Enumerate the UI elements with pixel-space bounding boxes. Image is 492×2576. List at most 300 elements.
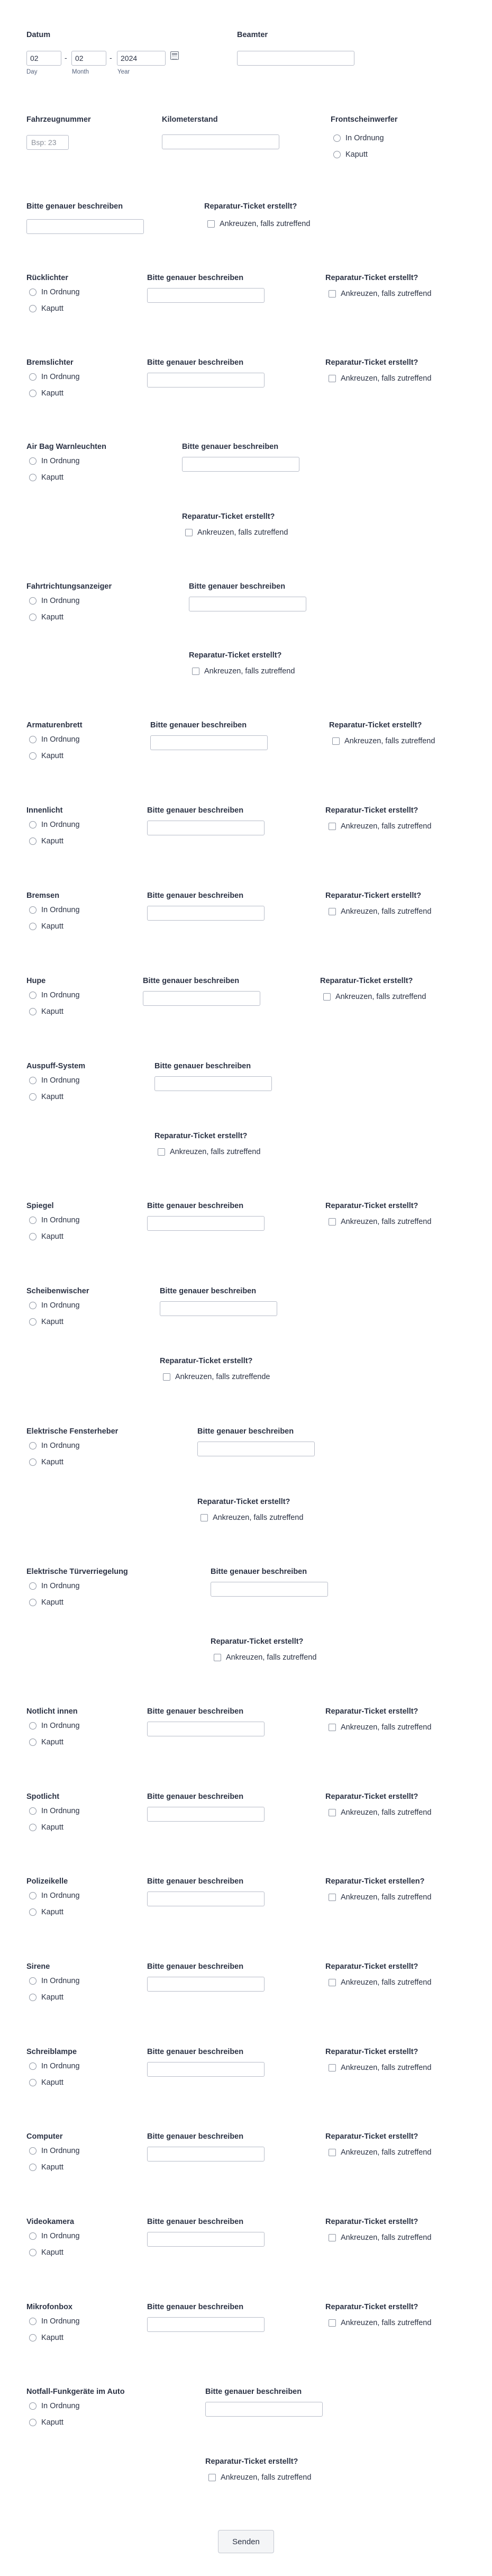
option-label: Kaputt: [41, 1232, 63, 1241]
air-bag-warnleuchten-ticket-label: Reparatur-Ticket erstellt?: [182, 512, 275, 521]
option-label: In Ordnung: [41, 991, 80, 999]
radio-button[interactable]: [29, 305, 37, 312]
vehicle-number-label: Fahrzeugnummer: [26, 115, 91, 124]
radio-button[interactable]: [29, 992, 37, 999]
innenlicht-ticket-label: Reparatur-Ticket erstellt?: [325, 806, 418, 815]
elektrische-tuerverriegelung-ticket-label: Reparatur-Ticket erstellt?: [211, 1637, 304, 1646]
checkbox-label: Ankreuzen, falls zutreffend: [341, 1218, 432, 1226]
option-label: Kaputt: [41, 2334, 63, 2342]
innenlicht-option-broken[interactable]: [29, 837, 63, 845]
bremsen-desc-label: Bitte genauer beschreiben: [147, 891, 244, 900]
radio-button[interactable]: [29, 1599, 37, 1606]
option-label: Kaputt: [41, 1093, 63, 1101]
elektrische-fensterheber-option-ok[interactable]: [29, 1442, 80, 1450]
calendar-icon[interactable]: [170, 51, 179, 60]
bremslichter-option-ok[interactable]: [29, 373, 80, 381]
option-label: Kaputt: [41, 1458, 63, 1466]
hupe-ticket-label: Reparatur-Ticket erstellt?: [320, 977, 413, 985]
computer-desc-input[interactable]: [147, 2147, 265, 2161]
checkbox-label: Ankreuzen, falls zutreffend: [335, 993, 426, 1001]
checkbox[interactable]: [158, 1148, 165, 1156]
radio-button[interactable]: [29, 1458, 37, 1466]
videokamera-ticket-label: Reparatur-Ticket erstellt?: [325, 2218, 418, 2226]
ruecklichter-label: Rücklichter: [26, 274, 68, 282]
elektrische-fensterheber-option-broken[interactable]: [29, 1458, 63, 1466]
mileage-input[interactable]: [162, 134, 279, 149]
mikrofonbox-ticket-checkbox[interactable]: [329, 2319, 431, 2327]
checkbox[interactable]: [201, 1514, 208, 1521]
bremsen-option-ok[interactable]: [29, 906, 80, 914]
checkbox[interactable]: [163, 1373, 170, 1381]
mileage-label: Kilometerstand: [162, 115, 218, 124]
auspuff-system-ticket-label: Reparatur-Ticket erstellt?: [154, 1132, 248, 1140]
polizeikelle-desc-label: Bitte genauer beschreiben: [147, 1877, 244, 1886]
computer-option-broken[interactable]: [29, 2163, 63, 2172]
spiegel-desc-label: Bitte genauer beschreiben: [147, 1202, 244, 1210]
officer-input[interactable]: [237, 51, 354, 66]
radio-button[interactable]: [29, 1318, 37, 1326]
date-day-sublabel: Day: [26, 69, 38, 75]
auspuff-system-desc-label: Bitte genauer beschreiben: [154, 1062, 251, 1070]
radio-button[interactable]: [29, 1582, 37, 1590]
ruecklichter-desc-label: Bitte genauer beschreiben: [147, 274, 244, 282]
elektrische-tuerverriegelung-desc-label: Bitte genauer beschreiben: [211, 1568, 307, 1576]
sirene-desc-input[interactable]: [147, 1977, 265, 1992]
bremsen-label: Bremsen: [26, 891, 60, 900]
polizeikelle-ticket-checkbox[interactable]: [329, 1893, 431, 1902]
armaturenbrett-option-ok[interactable]: [29, 735, 80, 744]
option-label: In Ordnung: [41, 1442, 80, 1450]
date-month-input[interactable]: [71, 51, 106, 66]
option-label: In Ordnung: [41, 735, 80, 744]
checkbox-label: Ankreuzen, falls zutreffend: [341, 1978, 432, 1987]
notlicht-innen-option-ok[interactable]: [29, 1722, 80, 1730]
radio-button[interactable]: [29, 1233, 37, 1240]
notfall-funkgeraete-im-auto-ticket-checkbox[interactable]: [208, 2473, 311, 2482]
polizeikelle-desc-input[interactable]: [147, 1892, 265, 1906]
radio-button[interactable]: [29, 2402, 37, 2410]
option-label: In Ordnung: [41, 1892, 80, 1900]
armaturenbrett-desc-input[interactable]: [150, 735, 268, 750]
notfall-funkgeraete-im-auto-desc-input[interactable]: [205, 2402, 323, 2417]
radio-button[interactable]: [29, 474, 37, 481]
checkbox[interactable]: [329, 1724, 336, 1731]
fahrtrichtungsanzeiger-desc-input[interactable]: [189, 597, 306, 611]
scheibenwischer-option-broken[interactable]: [29, 1318, 63, 1326]
bremslichter-desc-input[interactable]: [147, 373, 265, 388]
checkbox[interactable]: [192, 668, 199, 675]
option-label: Kaputt: [41, 304, 63, 313]
checkbox[interactable]: [329, 1218, 336, 1226]
checkbox-label: Ankreuzen, falls zutreffende: [175, 1373, 270, 1381]
checkbox[interactable]: [329, 375, 336, 382]
bremslichter-desc-label: Bitte genauer beschreiben: [147, 358, 244, 367]
sirene-option-ok[interactable]: [29, 1977, 80, 1985]
checkbox[interactable]: [329, 2149, 336, 2156]
checkbox[interactable]: [207, 220, 215, 228]
schreiblampe-desc-input[interactable]: [147, 2062, 265, 2077]
radio-button[interactable]: [29, 2147, 37, 2155]
bremslichter-label: Bremslichter: [26, 358, 74, 367]
radio-button[interactable]: [333, 134, 341, 142]
fahrtrichtungsanzeiger-ticket-checkbox[interactable]: [192, 667, 295, 675]
option-label: In Ordnung: [41, 373, 80, 381]
innenlicht-desc-label: Bitte genauer beschreiben: [147, 806, 244, 815]
option-label: In Ordnung: [41, 2147, 80, 2155]
polizeikelle-option-ok[interactable]: [29, 1892, 80, 1900]
date-separator: -: [110, 53, 112, 62]
option-label: In Ordnung: [41, 1582, 80, 1590]
option-label: Kaputt: [41, 1598, 63, 1607]
videokamera-option-ok[interactable]: [29, 2232, 80, 2240]
ruecklichter-ticket-checkbox[interactable]: [329, 290, 431, 298]
spotlicht-ticket-checkbox[interactable]: [329, 1808, 431, 1817]
ruecklichter-option-broken[interactable]: [29, 304, 63, 313]
spiegel-desc-input[interactable]: [147, 1216, 265, 1231]
computer-option-ok[interactable]: [29, 2147, 80, 2155]
radio-button[interactable]: [29, 1824, 37, 1831]
elektrische-fensterheber-desc-label: Bitte genauer beschreiben: [197, 1427, 294, 1436]
headlights-option-ok[interactable]: [333, 134, 384, 142]
computer-desc-label: Bitte genauer beschreiben: [147, 2132, 244, 2141]
vehicle-number-input[interactable]: [26, 135, 69, 150]
schreiblampe-desc-label: Bitte genauer beschreiben: [147, 2048, 244, 2056]
scheibenwischer-ticket-label: Reparatur-Ticket erstellt?: [160, 1357, 253, 1365]
headlights-option-broken[interactable]: [333, 150, 368, 159]
elektrische-fensterheber-ticket-label: Reparatur-Ticket erstellt?: [197, 1498, 290, 1506]
option-label: In Ordnung: [41, 1301, 80, 1310]
radio-button[interactable]: [29, 752, 37, 760]
spotlicht-desc-label: Bitte genauer beschreiben: [147, 1793, 244, 1801]
checkbox[interactable]: [185, 529, 193, 536]
radio-button[interactable]: [29, 2249, 37, 2256]
air-bag-warnleuchten-desc-input[interactable]: [182, 457, 299, 472]
auspuff-system-option-ok[interactable]: [29, 1076, 80, 1085]
notfall-funkgeraete-im-auto-option-ok[interactable]: [29, 2402, 80, 2410]
checkbox-label: Ankreuzen, falls zutreffend: [341, 374, 432, 383]
hupe-label: Hupe: [26, 977, 46, 985]
checkbox-label: Ankreuzen, falls zutreffend: [220, 220, 311, 228]
radio-button[interactable]: [29, 1908, 37, 1916]
videokamera-desc-label: Bitte genauer beschreiben: [147, 2218, 244, 2226]
option-label: Kaputt: [345, 150, 368, 159]
checkbox-label: Ankreuzen, falls zutreffend: [341, 2064, 432, 2072]
option-label: In Ordnung: [41, 288, 80, 296]
elektrische-tuerverriegelung-ticket-checkbox[interactable]: [214, 1653, 316, 1662]
spotlicht-option-ok[interactable]: [29, 1807, 80, 1815]
radio-button[interactable]: [29, 906, 37, 914]
innenlicht-option-ok[interactable]: [29, 821, 80, 829]
radio-button[interactable]: [29, 736, 37, 743]
auspuff-system-ticket-checkbox[interactable]: [158, 1148, 260, 1156]
checkbox[interactable]: [329, 823, 336, 830]
mikrofonbox-option-ok[interactable]: [29, 2317, 80, 2326]
elektrische-tuerverriegelung-option-ok[interactable]: [29, 1582, 80, 1590]
polizeikelle-ticket-label: Reparatur-Ticket erstellen?: [325, 1877, 425, 1886]
spotlicht-option-broken[interactable]: [29, 1823, 63, 1832]
sirene-ticket-label: Reparatur-Ticket erstellt?: [325, 1962, 418, 1971]
armaturenbrett-ticket-checkbox[interactable]: [332, 737, 435, 745]
innenlicht-label: Innenlicht: [26, 806, 63, 815]
air-bag-warnleuchten-ticket-checkbox[interactable]: [185, 528, 288, 537]
date-month-sublabel: Month: [72, 69, 89, 75]
checkbox[interactable]: [329, 1894, 336, 1901]
option-label: Kaputt: [41, 922, 63, 931]
spiegel-option-ok[interactable]: [29, 1216, 80, 1224]
ruecklichter-option-ok[interactable]: [29, 288, 80, 296]
checkbox-label: Ankreuzen, falls zutreffend: [341, 1893, 432, 1902]
radio-button[interactable]: [29, 1302, 37, 1309]
checkbox-label: Ankreuzen, falls zutreffend: [341, 907, 432, 916]
radio-button[interactable]: [29, 597, 37, 605]
hupe-desc-input[interactable]: [143, 991, 260, 1006]
radio-button[interactable]: [29, 1093, 37, 1101]
radio-button[interactable]: [29, 2419, 37, 2426]
notlicht-innen-ticket-label: Reparatur-Ticket erstellt?: [325, 1707, 418, 1716]
option-label: Kaputt: [41, 1738, 63, 1746]
option-label: In Ordnung: [41, 2402, 80, 2410]
notlicht-innen-desc-input[interactable]: [147, 1722, 265, 1736]
radio-button[interactable]: [29, 2062, 37, 2070]
checkbox[interactable]: [329, 2319, 336, 2327]
elektrische-fensterheber-ticket-checkbox[interactable]: [201, 1514, 303, 1522]
notfall-funkgeraete-im-auto-desc-label: Bitte genauer beschreiben: [205, 2388, 302, 2396]
option-label: Kaputt: [41, 1908, 63, 1916]
radio-button[interactable]: [29, 1217, 37, 1224]
option-label: Kaputt: [41, 1823, 63, 1832]
radio-button[interactable]: [29, 2334, 37, 2341]
radio-button[interactable]: [29, 614, 37, 621]
checkbox-label: Ankreuzen, falls zutreffend: [341, 822, 432, 831]
mikrofonbox-desc-label: Bitte genauer beschreiben: [147, 2303, 244, 2311]
radio-button[interactable]: [29, 1442, 37, 1449]
checkbox[interactable]: [329, 1809, 336, 1816]
headlights-ticket-label: Reparatur-Ticket erstellt?: [204, 202, 297, 211]
radio-button[interactable]: [29, 821, 37, 828]
option-label: In Ordnung: [41, 2317, 80, 2326]
schreiblampe-ticket-checkbox[interactable]: [329, 2064, 431, 2072]
option-label: In Ordnung: [345, 134, 384, 142]
radio-button[interactable]: [29, 2079, 37, 2086]
option-label: Kaputt: [41, 389, 63, 398]
innenlicht-ticket-checkbox[interactable]: [329, 822, 431, 831]
option-label: Kaputt: [41, 1993, 63, 2002]
notlicht-innen-label: Notlicht innen: [26, 1707, 78, 1716]
schreiblampe-label: Schreiblampe: [26, 2048, 77, 2056]
spiegel-label: Spiegel: [26, 1202, 54, 1210]
radio-button[interactable]: [29, 923, 37, 930]
spotlicht-label: Spotlicht: [26, 1793, 60, 1801]
radio-button[interactable]: [29, 1722, 37, 1730]
option-label: Kaputt: [41, 613, 63, 622]
checkbox-label: Ankreuzen, falls zutreffend: [341, 290, 432, 298]
elektrische-tuerverriegelung-label: Elektrische Türverriegelung: [26, 1568, 128, 1576]
bremslichter-ticket-checkbox[interactable]: [329, 374, 431, 383]
radio-button[interactable]: [29, 373, 37, 381]
mikrofonbox-option-broken[interactable]: [29, 2334, 63, 2342]
sirene-option-broken[interactable]: [29, 1993, 63, 2002]
radio-button[interactable]: [29, 1892, 37, 1899]
fahrtrichtungsanzeiger-option-broken[interactable]: [29, 613, 63, 622]
date-year-input[interactable]: [117, 51, 166, 66]
air-bag-warnleuchten-option-broken[interactable]: [29, 473, 63, 482]
scheibenwischer-option-ok[interactable]: [29, 1301, 80, 1310]
bremsen-ticket-checkbox[interactable]: [329, 907, 431, 916]
auspuff-system-desc-input[interactable]: [154, 1076, 272, 1091]
radio-button[interactable]: [29, 1739, 37, 1746]
headlights-ticket-checkbox[interactable]: [207, 220, 310, 228]
checkbox[interactable]: [329, 2234, 336, 2241]
hupe-option-ok[interactable]: [29, 991, 80, 999]
videokamera-ticket-checkbox[interactable]: [329, 2233, 431, 2242]
checkbox[interactable]: [208, 2474, 216, 2481]
checkbox[interactable]: [332, 737, 340, 745]
checkbox[interactable]: [329, 290, 336, 298]
elektrische-fensterheber-desc-input[interactable]: [197, 1442, 315, 1456]
checkbox-label: Ankreuzen, falls zutreffend: [170, 1148, 261, 1156]
radio-button[interactable]: [29, 1807, 37, 1815]
fahrtrichtungsanzeiger-ticket-label: Reparatur-Ticket erstellt?: [189, 651, 282, 660]
notlicht-innen-option-broken[interactable]: [29, 1738, 63, 1746]
spiegel-option-broken[interactable]: [29, 1232, 63, 1241]
scheibenwischer-ticket-checkbox[interactable]: [163, 1373, 270, 1381]
checkbox-label: Ankreuzen, falls zutreffend: [221, 2473, 312, 2482]
scheibenwischer-desc-input[interactable]: [160, 1301, 277, 1316]
checkbox-label: Ankreuzen, falls zutreffend: [341, 2148, 432, 2157]
auspuff-system-label: Auspuff-System: [26, 1062, 86, 1070]
option-label: In Ordnung: [41, 1722, 80, 1730]
headlights-desc-label: Bitte genauer beschreiben: [26, 202, 123, 211]
elektrische-tuerverriegelung-desc-input[interactable]: [211, 1582, 328, 1597]
radio-button[interactable]: [29, 2164, 37, 2171]
air-bag-warnleuchten-desc-label: Bitte genauer beschreiben: [182, 443, 279, 451]
checkbox[interactable]: [329, 2064, 336, 2071]
checkbox-label: Ankreuzen, falls zutreffend: [341, 1808, 432, 1817]
checkbox[interactable]: [329, 908, 336, 915]
notlicht-innen-ticket-checkbox[interactable]: [329, 1723, 431, 1732]
option-label: Kaputt: [41, 1007, 63, 1016]
fahrtrichtungsanzeiger-label: Fahrtrichtungsanzeiger: [26, 582, 112, 591]
checkbox[interactable]: [329, 1979, 336, 1986]
mikrofonbox-label: Mikrofonbox: [26, 2303, 72, 2311]
armaturenbrett-option-broken[interactable]: [29, 752, 63, 760]
option-label: In Ordnung: [41, 2062, 80, 2070]
checkbox-label: Ankreuzen, falls zutreffend: [341, 2233, 432, 2242]
notlicht-innen-desc-label: Bitte genauer beschreiben: [147, 1707, 244, 1716]
computer-label: Computer: [26, 2132, 63, 2141]
sirene-desc-label: Bitte genauer beschreiben: [147, 1962, 244, 1971]
option-label: In Ordnung: [41, 1977, 80, 1985]
spotlicht-ticket-label: Reparatur-Ticket erstellt?: [325, 1793, 418, 1801]
schreiblampe-option-ok[interactable]: [29, 2062, 80, 2070]
bremslichter-option-broken[interactable]: [29, 389, 63, 398]
option-label: Kaputt: [41, 837, 63, 845]
date-label: Datum: [26, 31, 51, 39]
checkbox-label: Ankreuzen, falls zutreffend: [204, 667, 295, 675]
hupe-option-broken[interactable]: [29, 1007, 63, 1016]
submit-button[interactable]: Senden: [218, 2530, 274, 2553]
option-label: Kaputt: [41, 752, 63, 760]
spiegel-ticket-checkbox[interactable]: [329, 1218, 431, 1226]
armaturenbrett-label: Armaturenbrett: [26, 721, 83, 729]
headlights-desc-input[interactable]: [26, 219, 144, 234]
notfall-funkgeraete-im-auto-label: Notfall-Funkgeräte im Auto: [26, 2388, 125, 2396]
elektrische-tuerverriegelung-option-broken[interactable]: [29, 1598, 63, 1607]
option-label: Kaputt: [41, 2078, 63, 2087]
officer-label: Beamter: [237, 31, 268, 39]
schreiblampe-option-broken[interactable]: [29, 2078, 63, 2087]
option-label: In Ordnung: [41, 597, 80, 605]
bremsen-option-broken[interactable]: [29, 922, 63, 931]
checkbox-label: Ankreuzen, falls zutreffend: [341, 1723, 432, 1732]
option-label: In Ordnung: [41, 1216, 80, 1224]
ruecklichter-desc-input[interactable]: [147, 288, 265, 303]
air-bag-warnleuchten-option-ok[interactable]: [29, 457, 80, 465]
checkbox-label: Ankreuzen, falls zutreffend: [226, 1653, 317, 1662]
checkbox-label: Ankreuzen, falls zutreffend: [344, 737, 435, 745]
date-year-sublabel: Year: [117, 69, 130, 75]
videokamera-desc-input[interactable]: [147, 2232, 265, 2247]
radio-button[interactable]: [333, 151, 341, 158]
radio-button[interactable]: [29, 1077, 37, 1084]
radio-button[interactable]: [29, 457, 37, 465]
radio-button[interactable]: [29, 390, 37, 397]
sirene-label: Sirene: [26, 1962, 50, 1971]
polizeikelle-option-broken[interactable]: [29, 1908, 63, 1916]
videokamera-option-broken[interactable]: [29, 2248, 63, 2257]
computer-ticket-checkbox[interactable]: [329, 2148, 431, 2157]
fahrtrichtungsanzeiger-option-ok[interactable]: [29, 597, 80, 605]
checkbox[interactable]: [214, 1654, 221, 1661]
bremsen-desc-input[interactable]: [147, 906, 265, 921]
option-label: In Ordnung: [41, 2232, 80, 2240]
headlights-label: Frontscheinwerfer: [331, 115, 398, 124]
radio-button[interactable]: [29, 2318, 37, 2325]
videokamera-label: Videokamera: [26, 2218, 75, 2226]
innenlicht-desc-input[interactable]: [147, 821, 265, 835]
checkbox-label: Ankreuzen, falls zutreffend: [341, 2319, 432, 2327]
option-label: Kaputt: [41, 2418, 63, 2427]
option-label: In Ordnung: [41, 821, 80, 829]
hupe-ticket-checkbox[interactable]: [323, 993, 426, 1001]
bremslichter-ticket-label: Reparatur-Ticket erstellt?: [325, 358, 418, 367]
schreiblampe-ticket-label: Reparatur-Ticket erstellt?: [325, 2048, 418, 2056]
air-bag-warnleuchten-label: Air Bag Warnleuchten: [26, 443, 106, 451]
scheibenwischer-label: Scheibenwischer: [26, 1287, 89, 1295]
auspuff-system-option-broken[interactable]: [29, 1093, 63, 1101]
radio-button[interactable]: [29, 2232, 37, 2240]
radio-button[interactable]: [29, 289, 37, 296]
checkbox[interactable]: [323, 993, 331, 1001]
sirene-ticket-checkbox[interactable]: [329, 1978, 431, 1987]
mikrofonbox-desc-input[interactable]: [147, 2317, 265, 2332]
radio-button[interactable]: [29, 1994, 37, 2001]
date-day-input[interactable]: [26, 51, 61, 66]
notfall-funkgeraete-im-auto-option-broken[interactable]: [29, 2418, 63, 2427]
radio-button[interactable]: [29, 1008, 37, 1015]
elektrische-fensterheber-label: Elektrische Fensterheber: [26, 1427, 119, 1436]
polizeikelle-label: Polizeikelle: [26, 1877, 68, 1886]
radio-button[interactable]: [29, 1977, 37, 1985]
date-separator: -: [65, 53, 67, 62]
option-label: In Ordnung: [41, 1807, 80, 1815]
option-label: Kaputt: [41, 2248, 63, 2257]
armaturenbrett-desc-label: Bitte genauer beschreiben: [150, 721, 247, 729]
radio-button[interactable]: [29, 837, 37, 845]
option-label: Kaputt: [41, 2163, 63, 2172]
spiegel-ticket-label: Reparatur-Ticket erstellt?: [325, 1202, 418, 1210]
spotlicht-desc-input[interactable]: [147, 1807, 265, 1822]
